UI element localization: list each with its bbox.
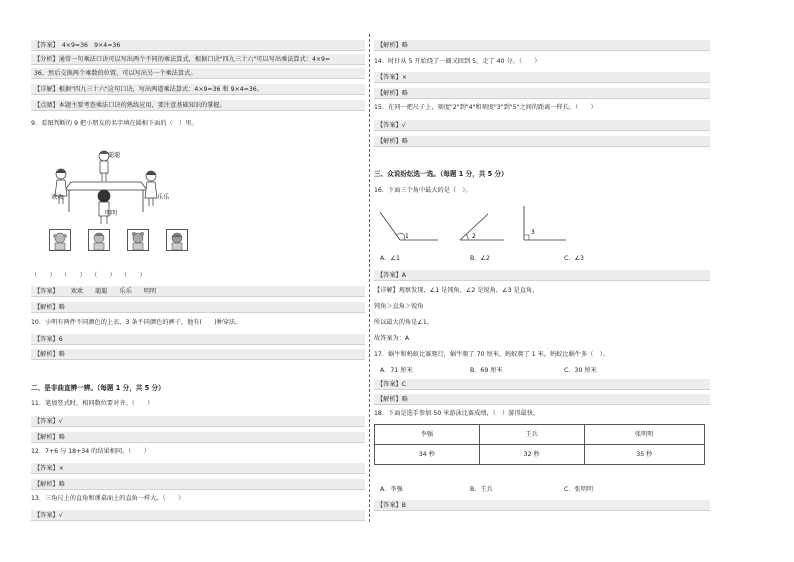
q8-detail-bar: 【详解】根据"四九三十六"这句口诀，写出两道乘法算式：4×9=36 和 9×4=36。 [31, 84, 365, 95]
angle-2-label: 2 [472, 233, 476, 240]
q9-analysis-bar: 【解析】略 [31, 302, 365, 313]
q12-analysis-bar: 【解析】略 [31, 479, 365, 490]
q16-detail-line3: 所以最大的角是∠1。 [374, 319, 433, 326]
q11-answer-bar: 【答案】√ [31, 416, 365, 427]
q16-detail-line4: 故答案为：A [374, 335, 410, 342]
label-congcong: 聪聪 [108, 152, 121, 159]
q17-option-c: C．30 厘米 [564, 367, 597, 374]
portrait-card-4 [166, 229, 188, 251]
question-12: 12．7+6 与 18+34 的结果相同。（ ） [31, 448, 150, 455]
answer-name: 乐乐 [119, 288, 132, 295]
section-3-heading: 三、众说纷纭选一选。（每题 1 分，共 5 分） [374, 170, 508, 178]
q8-answer-bar: 【答案】 4×9=36 9×4=36 [31, 40, 365, 51]
question-14: 14．时针从 5 开始绕了一圈又回到 5，走了 40 分。（ ） [374, 58, 541, 65]
q8-analysis-line1: 【分析】通常一句乘法口诀可以写出两个不同的乘法算式，根据口诀"四九三十六"可以写出乘法算式：4×9= [31, 54, 365, 65]
angle-2-figure [458, 204, 508, 244]
angle-1-figure [378, 204, 440, 244]
section-2-heading: 二、是非曲直辨一辨。（每题 1 分，共 5 分） [31, 384, 165, 392]
q14-answer-bar: 【答案】× [374, 72, 710, 83]
answer-name: 聪聪 [95, 288, 108, 295]
q16-answer-bar: 【答案】A [374, 270, 710, 281]
angle-3-figure [520, 204, 570, 244]
q17-option-b: B．69 厘米 [470, 367, 503, 374]
question-15: 15．在同一把尺子上，刻度"2"到"4"和刻度"3"到"5"之间的距离一样长。（ ） [374, 104, 597, 111]
answer-label: 【答案】 [34, 288, 59, 295]
table-cell: 34 秒 [375, 445, 480, 465]
q17-answer-bar: 【答案】C [374, 379, 710, 390]
table-header-cell: 李强 [375, 425, 480, 445]
q8-point-bar: 【点睛】本题主要考查乘法口诀的熟练应用，要注意基础知识的掌握。 [31, 100, 365, 111]
q15-analysis-bar: 【解析】略 [374, 136, 710, 147]
label-lele: 乐乐 [157, 194, 170, 201]
q12-answer-bar: 【答案】× [31, 463, 365, 474]
table-header-cell: 王兵 [479, 425, 584, 445]
q10-analysis-bar: 【解析】略 [31, 349, 365, 360]
q10-answer-bar: 【答案】6 [31, 334, 365, 345]
q16-option-b: B．∠2 [470, 255, 490, 262]
question-11: 11．笔加竖式时，相同数位要对齐。（ ） [31, 400, 154, 407]
q8-analysis-line2: 36，然后交换两个乘数的位置，可以写出另一个乘法算式。 [31, 68, 365, 79]
table-row [375, 445, 705, 465]
table-cell: 32 秒 [479, 445, 584, 465]
q18-option-c: C．张明明 [564, 486, 594, 493]
table-cell: 35 秒 [584, 445, 704, 465]
swim-results-table [374, 424, 705, 465]
portrait-card-2 [88, 229, 110, 251]
q18-option-b: B．王兵 [470, 486, 493, 493]
label-huanhuan: 欢欢 [51, 194, 64, 201]
angle-1-label: 1 [405, 233, 409, 240]
question-16: 16．下面三个角中最大的是（ ）。 [374, 187, 472, 194]
blank-4: （ ） [121, 272, 146, 279]
q18-option-a: A．李强 [380, 486, 403, 493]
q13-analysis-bar: 【解析】略 [374, 40, 710, 51]
q17-analysis-bar: 【解析】略 [374, 394, 710, 405]
q13-answer-bar: 【答案】√ [31, 510, 365, 521]
q11-analysis-bar: 【解析】略 [31, 432, 365, 443]
question-9: 9．看图判断的 9 把小朋友的名字填在圆相下面的（ ）里。 [31, 120, 198, 127]
table-header-row [375, 425, 705, 445]
portrait-card-3 [127, 229, 149, 251]
q9-answer-bar [31, 286, 365, 297]
question-13: 13．三角尺上的直角和课桌面上的直角一样大。（ ） [31, 495, 185, 502]
angle-3-label: 3 [531, 229, 535, 236]
q18-answer-bar: 【答案】B [374, 500, 710, 511]
blank-1: （ ） [31, 272, 56, 279]
blank-3: （ ） [91, 272, 116, 279]
answer-name: 明明 [143, 288, 157, 295]
q16-option-a: A．∠1 [380, 255, 400, 262]
q15-answer-bar: 【答案】√ [374, 120, 710, 131]
table-header-cell: 张明明 [584, 425, 704, 445]
q14-analysis-bar: 【解析】略 [374, 88, 710, 99]
blank-2: （ ） [61, 272, 86, 279]
question-10: 10．小明有两件不同颜色的上衣，3 条不同颜色的裤子，他有( )种穿法。 [31, 319, 242, 326]
question-17: 17．蜗牛和蚂蚁比赛爬行，蜗牛爬了 70 厘米，蚂蚁爬了 1 米，蚂蚁比蜗牛多（ ）。 [374, 351, 609, 358]
q16-detail-line2: 钝角＞直角＞锐角 [374, 303, 424, 310]
question-18: 18．下面是选手参加 50 米游泳比赛成绩，（ ）游得最快。 [374, 410, 540, 417]
column-divider [369, 34, 370, 522]
answer-name: 欢欢 [70, 288, 84, 295]
q17-option-a: A．71 厘米 [380, 367, 413, 374]
portrait-card-1 [49, 229, 71, 251]
q16-detail-line1: 【详解】观察发现，∠1 是钝角，∠2 是锐角，∠3 是直角， [374, 287, 539, 294]
label-mingming: 明明 [105, 210, 118, 217]
q16-option-c: C．∠3 [564, 255, 584, 262]
